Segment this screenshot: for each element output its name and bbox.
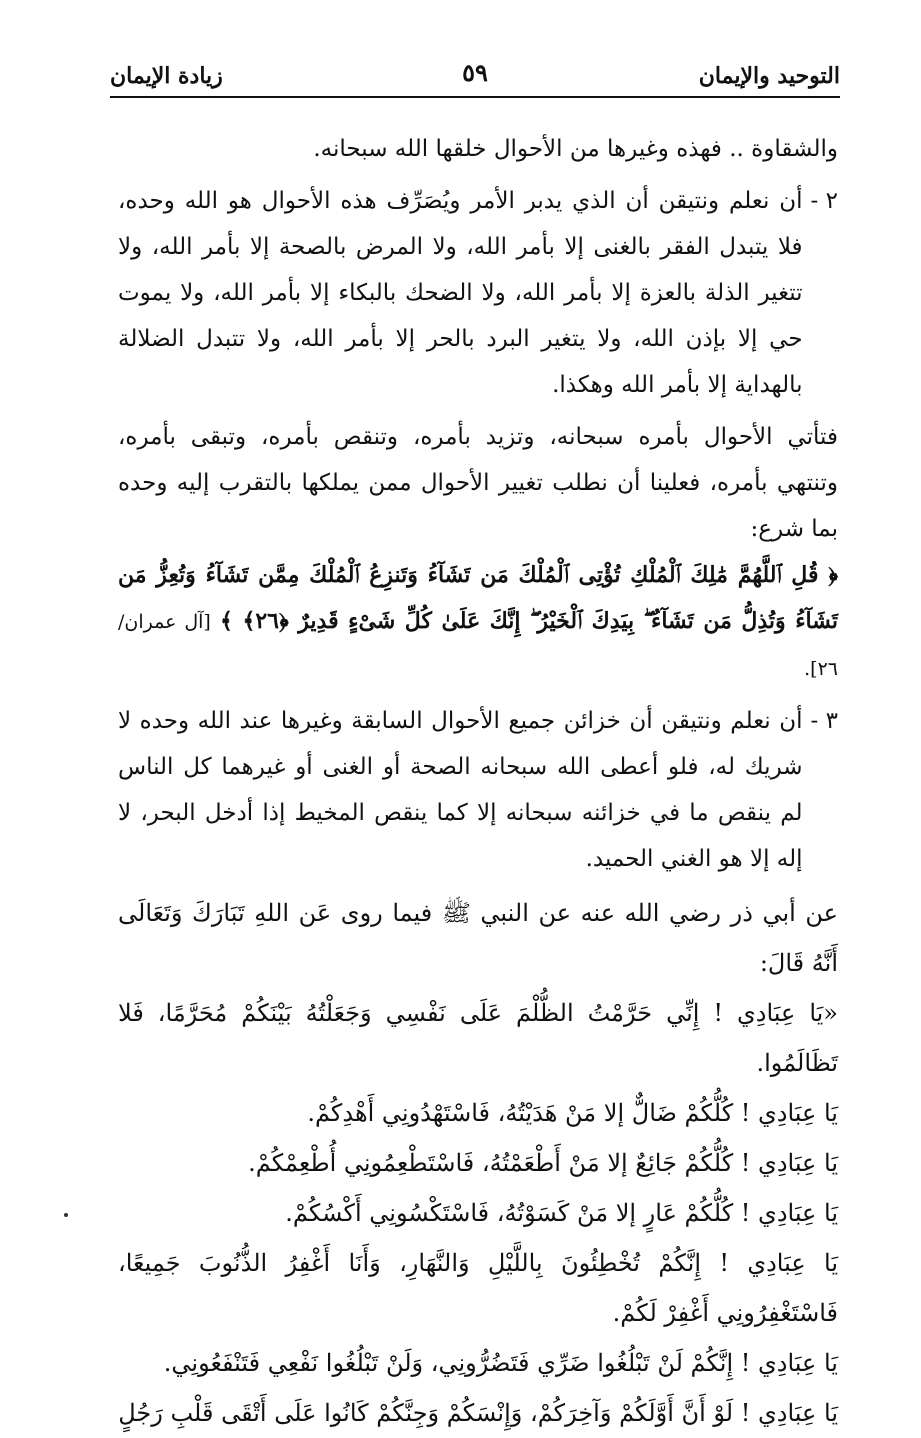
hadith-block <box>118 888 838 1438</box>
item-number: ٣ - <box>810 708 838 734</box>
hadith-line: يَا عِبَادِي ! لَوْ أَنَّ أَوَّلَكُمْ وَآخِرَكُمْ، وَإِنْسَكُمْ وَجِنَّكُمْ كَانُوا عَلَى أَتْقَى قَلْبِ رَجُلٍ <box>118 1399 838 1427</box>
hadith-intro: عن أبي ذر رضي الله عنه عن النبي ﷺ فيما روى عَن اللهِ تَبَارَكَ وَتَعَالَى أَنَّهُ قَالَ: <box>118 899 838 977</box>
hadith-line: يَا عِبَادِي ! كُلُّكُمْ عَارٍ إلا مَنْ كَسَوْتُهُ، فَاسْتَكْسُونِي أَكْسُكُمْ. <box>285 1199 838 1227</box>
hadith-line: يَا عِبَادِي ! إِنَّكُمْ لَنْ تَبْلُغُوا ضَرِّي فَتَضُرُّونِي، وَلَنْ تَبْلُغُوا نَفْعِي فَتَنْفَعُونِي. <box>163 1349 838 1377</box>
page-number: ٥٩ <box>462 58 488 87</box>
quran-text: ﴿ قُلِ ٱللَّهُمَّ مَٰلِكَ ٱلْمُلْكِ تُؤْتِى ٱلْمُلْكَ مَن تَشَآءُ وَتَنزِعُ ٱلْمُلْكَ مِمَّن تَشَآءُ وَتُعِزُّ مَن تَشَآءُ وَتُذِلُّ مَن تَشَآءُ ۖ بِيَدِكَ ٱلْخَيْرُ ۖ إِنَّكَ عَلَىٰ كُلِّ شَىْءٍ قَدِيرٌ ﴿٢٦﴾ ﴾ <box>118 562 838 634</box>
scan-speck <box>64 1213 68 1217</box>
numbered-item-2 <box>118 178 838 408</box>
quran-verse <box>118 552 838 692</box>
item-text: أن نعلم ونتيقن أن الذي يدبر الأمر ويُصَرِّف هذه الأحوال هو الله وحده، فلا يتبدل الفقر بالغنى إلا بأمر الله، ولا المرض بالصحة إلا بأمر الله، ولا تتغير الذلة بالعزة إلا بأمر الله، ولا الضحك بالبكاء إلا بأمر الله، ولا يموت حي إلا بإذن الله، ولا يتغير البرد بالحر إلا بأمر الله، ولا تتبدل الضلالة بالهداية إلا بأمر الله وهكذا. <box>118 188 803 398</box>
paragraph-continuation: والشقاوة .. فهذه وغيرها من الأحوال خلقها الله سبحانه. <box>313 136 838 162</box>
numbered-item-3 <box>118 698 838 882</box>
item-number: ٢ - <box>810 188 838 214</box>
paragraph-commentary: فتأتي الأحوال بأمره سبحانه، وتزيد بأمره، وتنقص بأمره، وتبقى بأمره، وتنتهي بأمره، فعلينا أن نطلب تغيير الأحوال ممن يملكها بالتقرب إليه وحده بما شرع: <box>118 424 838 542</box>
header-book-title: التوحيد والإيمان <box>698 63 840 89</box>
hadith-line: يَا عِبَادِي ! إِنَّكُمْ تُخْطِئُونَ بِاللَّيْلِ وَالنَّهَارِ، وَأَنَا أَغْفِرُ الذُّنُوبَ جَمِيعًا، فَاسْتَغْفِرُونِي أَغْفِرْ لَكُمْ. <box>118 1249 838 1327</box>
page-body <box>118 126 838 1438</box>
hadith-line: يَا عِبَادِي ! كُلُّكُمْ جَائِعٌ إلا مَنْ أَطْعَمْتُهُ، فَاسْتَطْعِمُونِي أُطْعِمْكُمْ. <box>248 1149 838 1177</box>
hadith-line: يَا عِبَادِي ! كُلُّكُمْ ضَالٌّ إلا مَنْ هَدَيْتُهُ، فَاسْتَهْدُونِي أَهْدِكُمْ. <box>307 1099 838 1127</box>
hadith-line: «يَا عِبَادِي ! إِنِّي حَرَّمْتُ الظُّلْمَ عَلَى نَفْسِي وَجَعَلْتُهُ بَيْنَكُمْ مُحَرَّمًا، فَلا تَظَالَمُوا. <box>118 999 838 1077</box>
item-text: أن نعلم ونتيقن أن خزائن جميع الأحوال السابقة وغيرها عند الله وحده لا شريك له، فلو أعطى الله سبحانه الصحة أو الغنى أو غيرهما كل الناس لم ينقص ما في خزائنه سبحانه إلا كما ينقص المخيط إذا أدخل البحر، لا إله إلا هو الغني الحميد. <box>118 708 803 872</box>
quran-reference: [آل عمران/٢٦]. <box>118 611 838 680</box>
page-header <box>110 56 840 98</box>
header-chapter-title: زيادة الإيمان <box>110 63 223 89</box>
